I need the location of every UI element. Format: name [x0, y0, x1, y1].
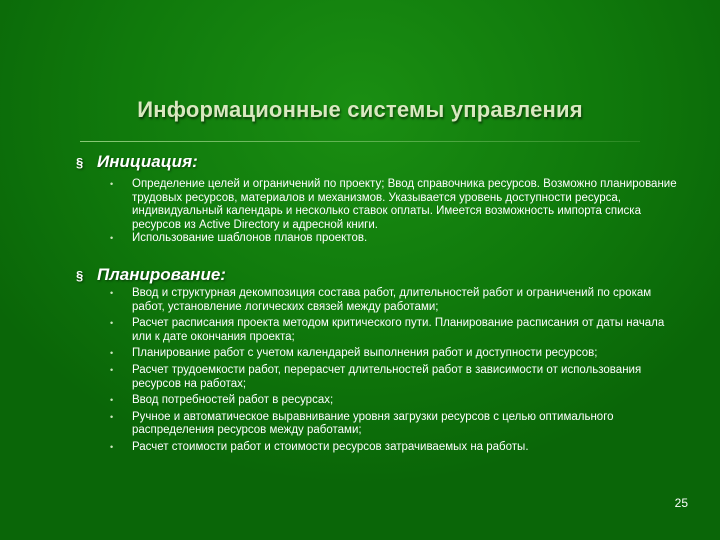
list-item	[112, 232, 682, 246]
section-heading-initiation	[76, 152, 198, 172]
list-item-text: Ввод и структурная декомпозиция состава работ, длительностей работ и ограничений по срокам работ, установление логических связей между работами;	[132, 287, 652, 313]
list-item-text: Расчет трудоемкости работ, перерасчет длительностей работ в зависимости от использования ресурсов на работах;	[132, 363, 642, 390]
title-divider	[80, 141, 640, 142]
bullet-icon: •	[110, 288, 114, 298]
slide-title: Информационные системы управления	[137, 97, 583, 122]
section-heading-text: Инициация:	[97, 152, 198, 171]
list-item-text: Ручное и автоматическое выравнивание уровня загрузки ресурсов с целью оптимального распределения ресурсов между работами;	[132, 410, 614, 437]
list-item-text: Планирование работ с учетом календарей выполнения работ и доступности ресурсов;	[132, 347, 598, 360]
bullet-icon: •	[110, 441, 114, 452]
bullet-icon: •	[110, 348, 114, 359]
section-heading-text: Планирование:	[97, 265, 226, 284]
list-item-text: Расчет расписания проекта методом критического пути. Планирование расписания от даты начала или к дате окончания проекта;	[132, 317, 665, 343]
bullet-icon: •	[110, 318, 114, 329]
list-item-text: Использование шаблонов планов проектов.	[132, 232, 368, 245]
bullet-icon: •	[110, 395, 114, 406]
initiation-list	[112, 178, 682, 246]
section-heading-planning	[76, 265, 226, 285]
list-item	[112, 178, 682, 232]
list-item-text: Ввод потребностей работ в ресурсах;	[132, 394, 334, 407]
list-item-text: Определение целей и ограничений по проекту; Ввод справочника ресурсов. Возможно планирование трудовых ресурсов, материалов и механизмов. Указывается уровень доступности ресурса, индивидуальный календарь и несколько ставок оплаты. Имеется возможность импорта списка ресурсов из Active Directory и адресной книги.	[132, 178, 677, 231]
page-number: 25	[674, 496, 688, 510]
planning-list	[112, 287, 682, 455]
list-item	[112, 364, 682, 391]
list-item	[112, 441, 682, 455]
bullet-icon: •	[110, 411, 114, 422]
section-bullet-icon: §	[76, 268, 84, 283]
list-item	[112, 394, 682, 408]
list-item	[112, 347, 682, 361]
list-item	[112, 411, 682, 438]
list-item	[112, 317, 682, 344]
bullet-icon: •	[110, 179, 114, 189]
section-bullet-icon: §	[76, 155, 84, 170]
list-item	[112, 287, 682, 314]
bullet-icon: •	[110, 364, 114, 375]
list-item-text: Расчет стоимости работ и стоимости ресурсов затрачиваемых на работы.	[132, 440, 529, 453]
bullet-icon: •	[110, 233, 114, 244]
